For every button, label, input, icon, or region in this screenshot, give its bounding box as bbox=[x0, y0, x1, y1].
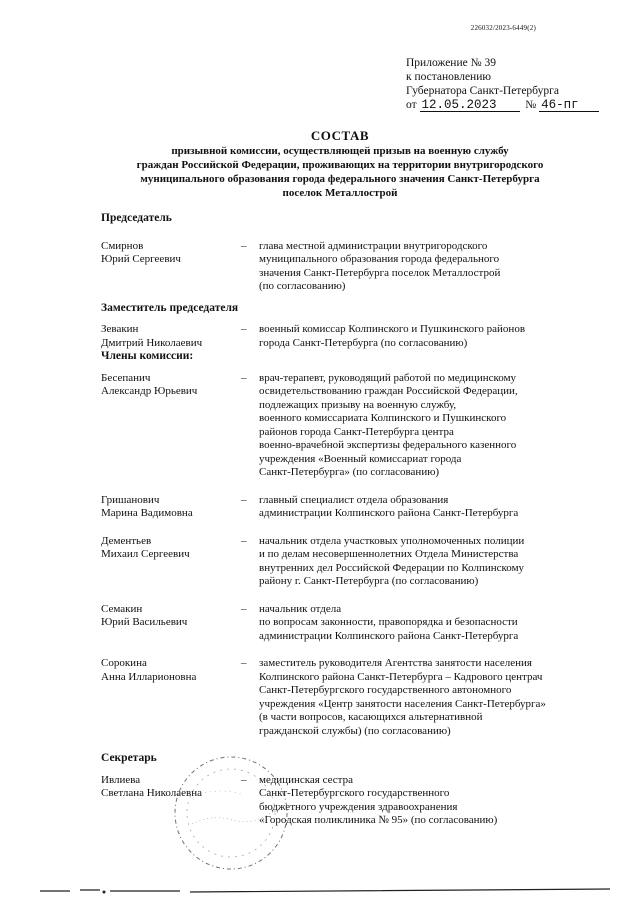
member-given-names: Марина Вадимовна bbox=[101, 507, 193, 519]
member-zevakin bbox=[101, 323, 621, 350]
member-dash: – bbox=[241, 371, 247, 384]
position-line: Санкт-Петербурга» (по согласованию) bbox=[259, 466, 440, 478]
appendix-line-2: к постановлению bbox=[406, 71, 491, 83]
position-line: начальник отдела участковых уполномоченных полиции bbox=[259, 534, 525, 547]
position-line: подлежащих призыву на военную службу, bbox=[259, 398, 457, 411]
position-line: освидетельствованию граждан Российской Федерации, bbox=[259, 385, 518, 397]
member-position bbox=[259, 240, 621, 294]
appendix-line-3: Губернатора Санкт-Петербурга bbox=[406, 85, 559, 97]
position-line: гражданской службы) (по согласованию) bbox=[259, 724, 451, 737]
date-prefix: от bbox=[406, 99, 417, 111]
member-surname: Ивлиева bbox=[101, 773, 141, 786]
member-smirnov bbox=[101, 240, 621, 294]
appendix-line-1: Приложение № 39 bbox=[406, 57, 496, 69]
member-name bbox=[101, 535, 241, 589]
member-dash: – bbox=[241, 239, 247, 252]
position-line: администрации Колпинского района Санкт-Петербурга bbox=[259, 507, 519, 519]
member-grishanovich bbox=[101, 494, 621, 521]
member-given-names: Дмитрий Николаевич bbox=[101, 336, 203, 349]
position-line: по вопросам законности, правопорядка и безопасности bbox=[259, 616, 518, 628]
member-dash: – bbox=[241, 493, 247, 506]
title-line-1: призывной комиссии, осуществляющей призыв на военную службу bbox=[171, 145, 509, 157]
member-name bbox=[101, 603, 241, 644]
number-prefix: № bbox=[525, 99, 537, 111]
member-surname: Смирнов bbox=[101, 239, 144, 252]
member-position bbox=[259, 494, 621, 521]
position-line: Санкт-Петербургского государственного автономного bbox=[259, 684, 512, 696]
member-dementiev bbox=[101, 535, 621, 589]
member-dash: – bbox=[241, 773, 247, 786]
member-given-names: Юрий Сергеевич bbox=[101, 253, 181, 265]
position-line: Колпинского района Санкт-Петербурга – Кадрового центрач bbox=[259, 670, 543, 683]
member-dash: – bbox=[241, 602, 247, 615]
member-position bbox=[259, 535, 621, 589]
position-line: району г. Санкт-Петербурга (по согласованию) bbox=[259, 575, 479, 587]
position-line: и по делам несовершеннолетних Отдела Министерства bbox=[259, 548, 519, 560]
position-line: глава местной администрации внутригородского bbox=[259, 239, 488, 252]
appendix-block bbox=[406, 56, 616, 112]
member-dash: – bbox=[241, 657, 247, 669]
position-line: заместитель руководителя Агентства занятости населения bbox=[259, 657, 532, 669]
position-line: администрации Колпинского района Санкт-Петербурга bbox=[259, 629, 519, 642]
member-besepanich bbox=[101, 372, 621, 480]
commission-list bbox=[101, 212, 621, 828]
position-line: «Городская поликлиника № 95» (по согласованию) bbox=[259, 814, 498, 826]
member-position bbox=[259, 657, 621, 738]
position-line: военного комиссариата Колпинского и Пушкинского bbox=[259, 412, 507, 424]
member-surname: Семакин bbox=[101, 602, 143, 615]
member-name bbox=[101, 323, 241, 350]
section-secretary: Секретарь bbox=[101, 752, 157, 764]
member-dash: – bbox=[241, 323, 247, 335]
position-line: главный специалист отдела образования bbox=[259, 493, 449, 506]
position-line: районов города Санкт-Петербурга центра bbox=[259, 425, 454, 438]
position-line: военно-врачебной экспертизы федерального казенного bbox=[259, 439, 517, 451]
document-title bbox=[80, 128, 600, 200]
member-name bbox=[101, 240, 241, 294]
member-sorokina bbox=[101, 657, 621, 738]
member-name bbox=[101, 494, 241, 521]
official-seal-stamp bbox=[172, 754, 290, 872]
position-line: муниципального образования города федерального bbox=[259, 253, 500, 265]
position-line: начальник отдела bbox=[259, 602, 342, 615]
position-line: внутренних дел Российской Федерации по Колпинскому bbox=[259, 561, 525, 574]
member-name bbox=[101, 657, 241, 738]
position-line: бюджетного учреждения здравоохранения bbox=[259, 800, 458, 813]
section-deputy: Заместитель председателя bbox=[101, 301, 239, 314]
appendix-date-line bbox=[406, 98, 599, 112]
position-line: учреждения «Военный комиссариат города bbox=[259, 452, 462, 465]
member-given-names: Михаил Сергеевич bbox=[101, 548, 190, 560]
member-semakin bbox=[101, 603, 621, 644]
decree-number: 46-пг bbox=[539, 99, 599, 112]
section-chairman: Председатель bbox=[101, 212, 172, 224]
position-line: города Санкт-Петербурга (по согласованию) bbox=[259, 336, 468, 349]
member-surname: Зевакин bbox=[101, 323, 139, 335]
position-line: медицинская сестра bbox=[259, 773, 353, 786]
position-line: значения Санкт-Петербурга поселок Металлострой bbox=[259, 266, 501, 279]
member-given-names: Анна Илларионовна bbox=[101, 670, 197, 683]
position-line: Санкт-Петербургского государственного bbox=[259, 787, 450, 799]
position-line: (в части вопросов, касающихся альтернативной bbox=[259, 711, 483, 723]
member-surname: Гришанович bbox=[101, 493, 160, 506]
member-position bbox=[259, 603, 621, 644]
scan-artifact-line bbox=[40, 885, 610, 897]
member-given-names: Светлана Николаевна bbox=[101, 787, 202, 799]
member-position bbox=[259, 774, 621, 828]
position-line: (по согласованию) bbox=[259, 280, 346, 292]
member-surname: Бесепанич bbox=[101, 371, 151, 384]
position-line: военный комиссар Колпинского и Пушкинского районов bbox=[259, 323, 526, 335]
member-given-names: Юрий Васильевич bbox=[101, 616, 188, 628]
section-members: Члены комиссии: bbox=[101, 350, 194, 362]
title-line-2: граждан Российской Федерации, проживающих на территории внутригородского bbox=[136, 159, 544, 171]
member-surname: Дементьев bbox=[101, 534, 152, 547]
decree-date: 12.05.2023 bbox=[420, 99, 520, 112]
title-main: СОСТАВ bbox=[310, 128, 370, 143]
member-given-names: Александр Юрьевич bbox=[101, 385, 198, 397]
document-registration-number: 226032/2023-6449(2) bbox=[470, 24, 536, 32]
member-position bbox=[259, 323, 621, 350]
member-dash: – bbox=[241, 534, 247, 547]
title-line-3: муниципального образования города федерального значения Санкт-Петербурга bbox=[140, 173, 540, 185]
position-line: врач-терапевт, руководящий работой по медицинскому bbox=[259, 371, 517, 384]
member-name bbox=[101, 372, 241, 480]
member-position bbox=[259, 372, 621, 480]
member-surname: Сорокина bbox=[101, 657, 147, 669]
position-line: учреждения «Центр занятости населения Санкт-Петербурга» bbox=[259, 697, 546, 710]
title-line-4: поселок Металлострой bbox=[282, 187, 398, 199]
